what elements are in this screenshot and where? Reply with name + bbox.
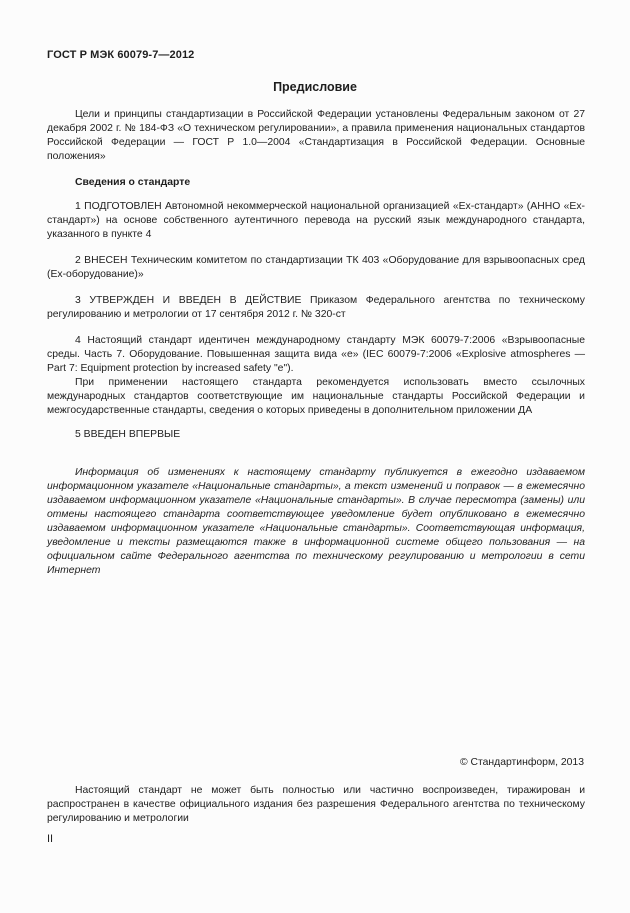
page-number: II [47, 833, 54, 845]
standard-header: ГОСТ Р МЭК 60079-7—2012 [47, 49, 195, 61]
intro-paragraph: Цели и принципы стандартизации в Российской Федерации установлены Федеральным законом от 27 декабря 2002 г. № 184-ФЗ «О техническом регулировании», а правила применения национальных стандартов Российской Федерации — ГОСТ Р 1.0—2004 «Стандартизация в Российской Федерации. Основные положения» [47, 109, 585, 162]
footer-paragraph: Настоящий стандарт не может быть полностью или частично воспроизведен, тиражирован и распространен в качестве официального издания без разрешения Федерального агентства по техническому регулированию и метрологии [47, 785, 585, 824]
item-4: 4 Настоящий стандарт идентичен международному стандарту МЭК 60079-7:2006 «Взрывоопасные среды. Часть 7. Оборудование. Повышенная защита вида «е» (IEC 60079-7:2006 «Explosive atmospheres — Part 7: Equipment protection by increased safety "e"). [47, 335, 585, 374]
item-4-note: При применении настоящего стандарта рекомендуется использовать вместо ссылочных международных стандартов соответствующие им национальные стандарты Российской Федерации и межгосударственные стандарты, сведения о которых приведены в дополнительном приложении ДА [47, 377, 585, 416]
section-heading: Сведения о стандарте [75, 177, 191, 188]
page-title: Предисловие [273, 80, 357, 94]
copyright-line: © Стандартинформ, 2013 [459, 757, 584, 768]
item-5: 5 ВВЕДЕН ВПЕРВЫЕ [75, 429, 181, 440]
item-2: 2 ВНЕСЕН Техническим комитетом по стандартизации ТК 403 «Оборудование для взрывоопасных сред (Ех-оборудование)» [47, 255, 585, 280]
item-1: 1 ПОДГОТОВЛЕН Автономной некоммерческой национальной организацией «Ех-стандарт» (АННО «Ех-стандарт») на основе собственного аутентичного перевода на русский язык международного стандарта, указанного в пункте 4 [47, 201, 585, 240]
notice-paragraph: Информация об изменениях к настоящему стандарту публикуется в ежегодно издаваемом информационном указателе «Национальные стандарты», а текст изменений и поправок — в ежемесячно издаваемом информационном указателе «Национальные стандарты». В случае пересмотра (замены) или отмены настоящего стандарта соответствующее уведомление будет опубликовано в ежемесячно издаваемом информационном указателе «Национальные стандарты». Соответствующая информация, уведомление и тексты размещаются также в информационной системе общего пользования — на официальном сайте Федерального агентства по техническому регулированию и метрологии в сети Интернет [47, 467, 585, 576]
item-3: 3 УТВЕРЖДЕН И ВВЕДЕН В ДЕЙСТВИЕ Приказом Федерального агентства по техническому регулированию и метрологии от 17 сентября 2012 г. № 320-ст [47, 295, 585, 320]
